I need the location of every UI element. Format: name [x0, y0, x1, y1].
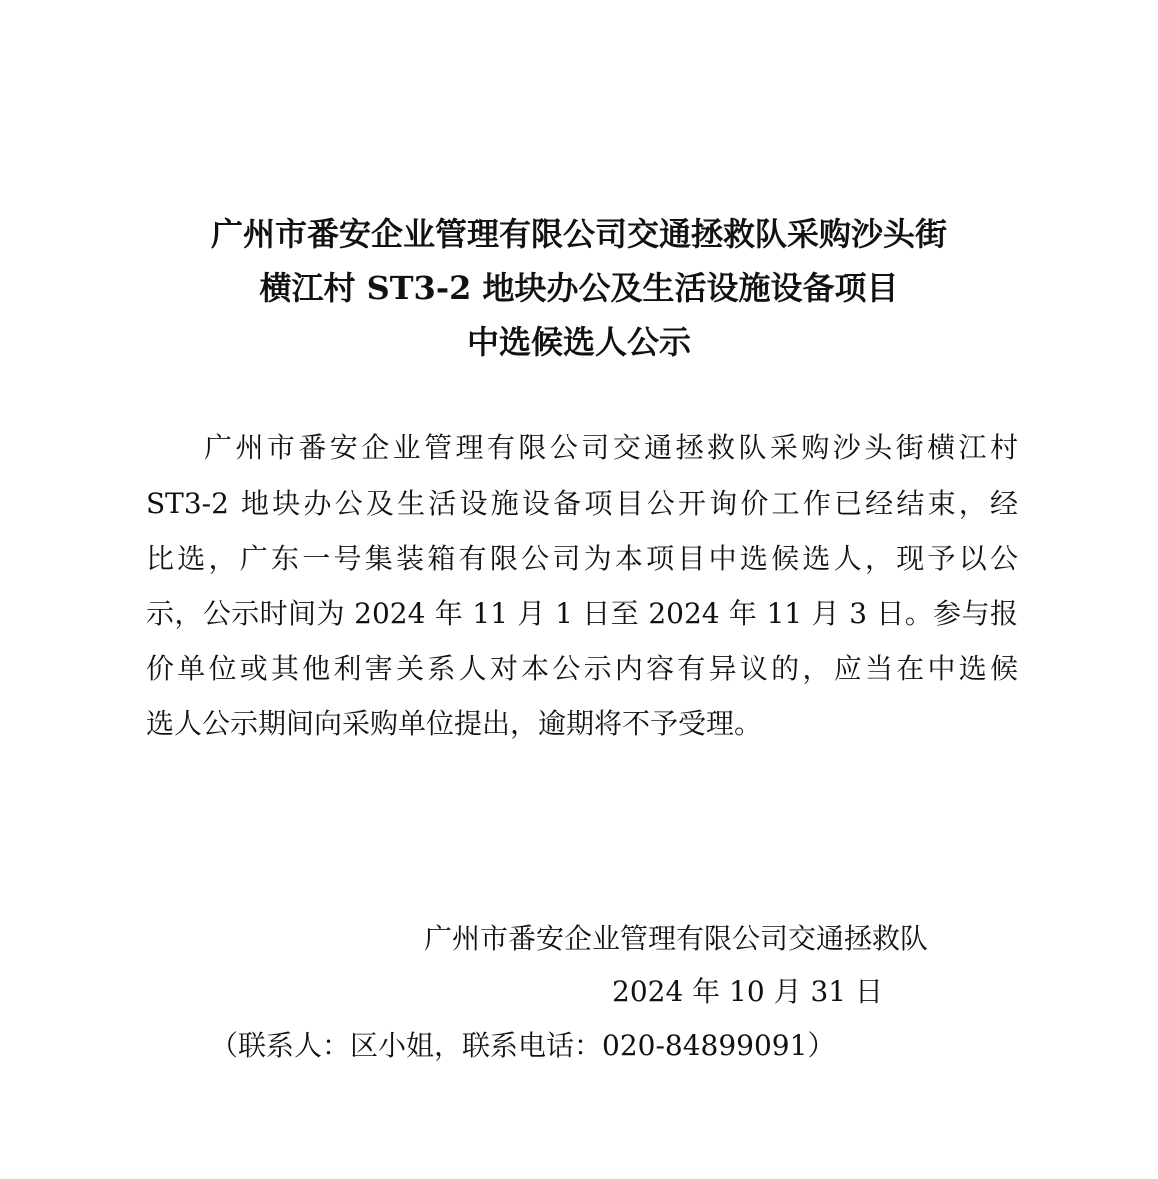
body-line-6: 选人公示期间向采购单位提出，逾期将不予受理。 [146, 707, 763, 740]
signature-organization: 广州市番安企业管理有限公司交通拯救队 [424, 922, 929, 955]
title-line-2: 横江村 ST3-2 地块办公及生活设施设备项目 [259, 269, 899, 307]
contact-info: （联系人：区小姐，联系电话：020-84899091） [210, 1029, 836, 1062]
title-line-3: 中选候选人公示 [466, 323, 691, 361]
body-line-4: 示，公示时间为 2024 年 11 月 1 日至 2024 年 11 月 3 日。参与报 [146, 597, 1018, 630]
body-line-3: 比选，广东一号集装箱有限公司为本项目中选候选人，现予以公 [146, 542, 1018, 575]
body-line-2: ST3-2 地块办公及生活设施设备项目公开询价工作已经结束，经 [146, 487, 1018, 520]
title-line-1: 广州市番安企业管理有限公司交通拯救队采购沙头街 [210, 215, 947, 253]
body-line-5: 价单位或其他利害关系人对本公示内容有异议的，应当在中选候 [146, 652, 1018, 685]
signature-date: 2024 年 10 月 31 日 [612, 975, 884, 1008]
body-line-1: 广州市番安企业管理有限公司交通拯救队采购沙头街横江村 [204, 431, 1018, 464]
